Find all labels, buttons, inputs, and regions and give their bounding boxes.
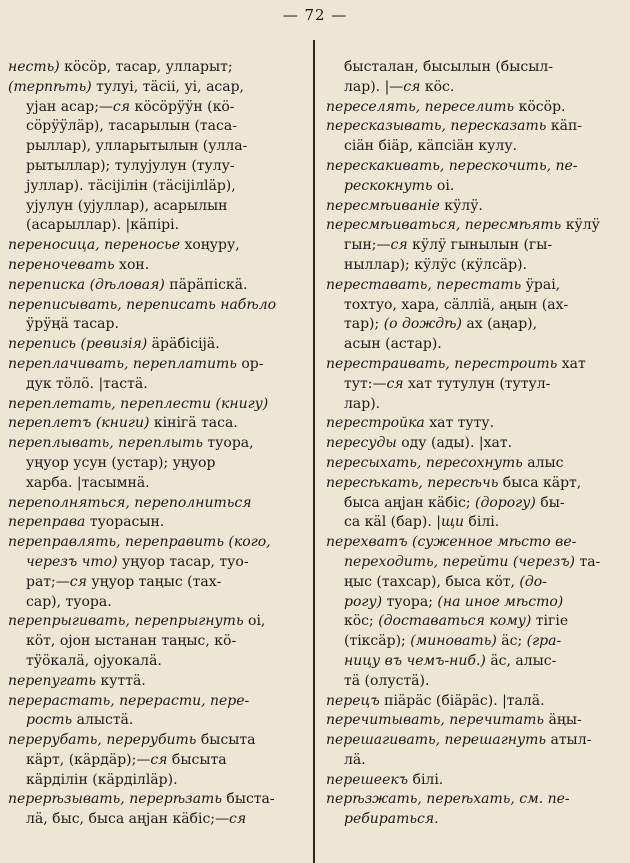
dictionary-line: [8, 711, 304, 731]
headword-text: перѣзжать, переѣхать, см. пе-: [326, 791, 570, 808]
headword-text: (до-: [519, 573, 547, 590]
translation-text: та-: [575, 553, 601, 570]
translation-text: уjулун (уjуллар), асарылын: [26, 197, 228, 214]
dictionary-line: [8, 672, 304, 692]
column-divider: [313, 40, 315, 863]
dictionary-line: [326, 652, 624, 672]
dictionary-line: [326, 692, 624, 712]
headword-text: перешагивать, перешагнуть: [326, 732, 547, 749]
translation-text: са кäl (бар). |: [344, 514, 441, 531]
translation-text: лä, быс, быса аңjан кäбiс;—: [26, 811, 230, 828]
dictionary-line: [8, 612, 304, 632]
dictionary-line: [8, 216, 304, 236]
translation-text: лä.: [344, 751, 366, 768]
dictionary-line: [326, 296, 624, 316]
translation-text: туора;: [382, 593, 438, 610]
headword-text: рость: [26, 712, 73, 729]
dictionary-line: [326, 790, 624, 810]
dictionary-line: [8, 593, 304, 613]
dictionary-line: [8, 177, 304, 197]
translation-text: хат: [557, 355, 586, 372]
headword-text: пересказывать, пересказать: [326, 118, 547, 135]
dictionary-line: [8, 78, 304, 98]
translation-text: быстaлан, бысылын (бысыл-: [344, 59, 553, 75]
dictionary-line: [326, 375, 624, 395]
translation-text: тiгiе: [531, 613, 569, 630]
headword-text: перескакивать, перескочить, пе-: [326, 157, 578, 174]
translation-text: кӱлӱ.: [439, 197, 483, 214]
dictionary-line: [8, 692, 304, 712]
translation-text: бiлi.: [463, 514, 500, 531]
headword-text: переписывать, переписать набѣло: [8, 296, 277, 313]
translation-text: ӱрӱңä тасар.: [26, 316, 119, 333]
translation-text: тут:—: [344, 375, 387, 392]
headword-text: переправлять, переправить (кого,: [8, 534, 271, 551]
dictionary-line: [326, 474, 624, 494]
dictionary-line: [326, 78, 624, 98]
headword-text: ся: [112, 98, 131, 115]
translation-text: хон.: [114, 256, 150, 273]
headword-text: ницу въ чемъ-ниб.): [344, 652, 486, 669]
headword-text: пересѣкать, пересѣчь: [326, 474, 499, 491]
dictionary-line: [8, 58, 304, 78]
dictionary-line: [8, 513, 304, 533]
translation-text: гын;—: [344, 237, 391, 254]
translation-text: рыллар), уллaрытылын (улла-: [26, 138, 248, 155]
translation-text: кäрт, (кäрдäр);—: [26, 751, 151, 768]
headword-text: переписка (дѣловая): [8, 276, 165, 293]
headword-text: переселять, переселить: [326, 98, 515, 115]
headword-text: пересыхать, пересохнуть: [326, 454, 523, 471]
translation-text: äрäбiсiјä.: [147, 336, 220, 353]
translation-text: харба. |тасымнä.: [26, 474, 150, 491]
dictionary-line: [8, 197, 304, 217]
dictionary-line: [8, 434, 304, 454]
translation-text: äңы-: [544, 712, 582, 729]
translation-text: тар);: [344, 316, 384, 333]
dictionary-line: [326, 553, 624, 573]
translation-text: кӧсӧрӱӱн (кӧ-: [130, 98, 235, 115]
headword-text: щи: [440, 514, 464, 531]
translation-text: быса кäрт,: [498, 474, 582, 491]
dictionary-line: [326, 117, 624, 137]
dictionary-line: [326, 58, 624, 78]
headword-text: рескокнуть: [344, 177, 433, 194]
translation-text: кӧс.: [420, 78, 455, 95]
dictionary-line: [326, 731, 624, 751]
translation-text: кӧс;: [344, 613, 379, 630]
dictionary-line: [326, 414, 624, 434]
translation-text: алыстä.: [72, 712, 134, 729]
headword-text: переполняться, переполниться: [8, 494, 252, 511]
headword-text: (доставаться кому): [378, 613, 532, 630]
dictionary-line: [326, 177, 624, 197]
dictionary-line: [326, 236, 624, 256]
dictionary-line: [8, 296, 304, 316]
dictionary-line: [8, 553, 304, 573]
translation-text: бы-: [535, 494, 565, 511]
dictionary-line: [8, 494, 304, 514]
headword-text: переносица, переносье: [8, 237, 181, 254]
headword-text: (миновать): [410, 633, 497, 650]
headword-text: переплывать, переплыть: [8, 435, 203, 452]
dictionary-line: [8, 771, 304, 791]
headword-text: ся: [150, 751, 168, 768]
dictionary-line: [326, 98, 624, 118]
headword-text: ся: [386, 375, 404, 392]
translation-text: äс;: [496, 633, 527, 650]
translation-text: туорасын.: [85, 514, 165, 531]
translation-text: рытыллар); тулуjулун (тулу-: [26, 157, 235, 174]
translation-text: кӱлӱ гынылын (гы-: [407, 237, 553, 254]
translation-text: алыс: [522, 454, 564, 471]
translation-text: уңуор таңыс (тах-: [86, 573, 222, 590]
dictionary-line: [326, 632, 624, 652]
translation-text: лар). |—: [344, 78, 404, 95]
translation-text: бысыта: [167, 751, 227, 768]
dictionary-line: [326, 216, 624, 236]
dictionary-line: [8, 731, 304, 751]
headword-text: черезъ что): [26, 553, 118, 570]
dictionary-line: [8, 454, 304, 474]
translation-text: лар).: [344, 395, 381, 412]
dictionary-line: [326, 395, 624, 415]
dictionary-line: [8, 256, 304, 276]
dictionary-line: [8, 395, 304, 415]
dictionary-line: [8, 157, 304, 177]
dictionary-line: [8, 355, 304, 375]
dictionary-line: [326, 533, 624, 553]
dictionary-line: [326, 276, 624, 296]
headword-text: перецъ: [326, 692, 380, 709]
headword-text: ребираться.: [344, 811, 439, 828]
translation-text: быста-: [221, 791, 275, 808]
headword-text: пересуды: [326, 435, 397, 452]
translation-text: кӧт, оjон ыстанан таңыс, кӧ-: [26, 633, 237, 650]
headword-text: переплетъ (книги): [8, 415, 150, 432]
translation-text: ңыс (тахсар), быса кӧт,: [344, 573, 520, 590]
page-number: — 72 —: [282, 6, 348, 24]
dictionary-line: [326, 137, 624, 157]
translation-text: оi.: [432, 177, 455, 194]
translation-text: пiäрäс (бiäрäс). |талä.: [379, 692, 545, 709]
translation-text: хоңуру,: [180, 237, 240, 254]
dictionary-line: [326, 315, 624, 335]
headword-text: перепрыгивать, перепрыгнуть: [8, 613, 244, 630]
translation-text: сӧрӱӱлäр), тасaрылын (таса-: [26, 118, 237, 135]
dictionary-line: [8, 375, 304, 395]
translation-text: уңуор тасар, туо-: [117, 553, 249, 570]
dictionary-line: [8, 414, 304, 434]
dictionary-line: [8, 790, 304, 810]
dictionary-line: [326, 573, 624, 593]
translation-text: äс, алыс-: [485, 652, 557, 669]
translation-text: бiлi.: [408, 771, 444, 788]
headword-text: ся: [403, 78, 421, 95]
headword-text: (гра-: [526, 633, 562, 650]
headword-text: перестраивать, перестроить: [326, 355, 558, 372]
headword-text: перестройка: [326, 415, 425, 432]
translation-text: кӧсӧр.: [514, 98, 566, 115]
dictionary-line: [326, 751, 624, 771]
headword-text: перечитывать, перечитать: [326, 712, 545, 729]
translation-text: бысыта: [196, 732, 256, 749]
headword-text: перехватъ (суженное мѣсто ве-: [326, 534, 577, 551]
dictionary-line: [8, 315, 304, 335]
headword-text: перерѣзывать, перерѣзать: [8, 791, 222, 808]
translation-text: уjан асар;—: [26, 98, 113, 115]
dictionary-line: [8, 474, 304, 494]
translation-text: хат туту.: [424, 415, 495, 432]
dictionary-line: [326, 513, 624, 533]
translation-text: оду (ады). |хат.: [396, 435, 513, 452]
dictionary-line: [8, 137, 304, 157]
translation-text: пäрäпiскä.: [164, 276, 248, 293]
dictionary-line: [8, 751, 304, 771]
dictionary-line: [326, 494, 624, 514]
right-column: [326, 58, 624, 857]
translation-text: кäрдiлiн (кäрдiлläр).: [26, 771, 178, 788]
translation-text: jуллар). тäсіjілін (тäсіjілläр),: [26, 177, 236, 194]
headword-text: пересмѣиваться, пересмѣять: [326, 217, 562, 234]
headword-text: переночевать: [8, 256, 115, 273]
translation-text: кäп-: [546, 118, 583, 135]
headword-text: (на иное мѣсто): [437, 593, 564, 610]
headword-text: перерастать, перерасти, пере-: [8, 692, 250, 709]
dictionary-line: [8, 533, 304, 553]
translation-text: уңуор усун (устар); уңуор: [26, 454, 216, 471]
left-column: [8, 58, 304, 857]
translation-text: асын (астар).: [344, 336, 442, 353]
translation-text: (асарыллар). |кäпiрi.: [26, 217, 180, 234]
translation-text: кӧсӧр, тасар, уллaрыт;: [59, 59, 233, 75]
headword-text: переходить, перейти (черезъ): [344, 553, 575, 570]
dictionary-line: [326, 612, 624, 632]
translation-text: тӱӧкалä, оjуокалä.: [26, 652, 162, 669]
translation-text: тä (олустä).: [344, 672, 430, 689]
headword-text: переправа: [8, 514, 86, 531]
translation-text: тохтуо, хара, сäлліä, аңын (ах-: [344, 296, 569, 313]
translation-text: (тiксäр);: [344, 633, 411, 650]
translation-text: куттä.: [96, 672, 146, 689]
headword-text: ся: [229, 811, 247, 828]
headword-text: ся: [69, 573, 87, 590]
dictionary-line: [8, 632, 304, 652]
headword-text: ся: [390, 237, 408, 254]
translation-text: рат;—: [26, 573, 70, 590]
translation-text: тулуі, тäсіі, уі, асар,: [91, 78, 245, 95]
dictionary-line: [8, 276, 304, 296]
dictionary-line: [326, 711, 624, 731]
headword-text: перерубать, перерубить: [8, 732, 197, 749]
dictionary-line: [8, 652, 304, 672]
translation-text: ор-: [236, 355, 264, 372]
dictionary-line: [8, 117, 304, 137]
dictionary-line: [8, 98, 304, 118]
headword-text: переставать, перестать: [326, 276, 522, 293]
translation-text: туора,: [202, 435, 254, 452]
dictionary-line: [326, 434, 624, 454]
dictionary-line: [326, 771, 624, 791]
headword-text: (о дождѣ): [383, 316, 462, 333]
headword-text: переплачивать, переплатить: [8, 355, 237, 372]
headword-text: рогу): [344, 593, 383, 610]
dictionary-line: [326, 335, 624, 355]
dictionary-line: [326, 197, 624, 217]
translation-text: сiäн бiäр, кäпсiäн кулу.: [344, 138, 518, 155]
headword-text: переплетать, переплести (книгу): [8, 395, 269, 412]
dictionary-line: [326, 593, 624, 613]
dictionary-line: [326, 810, 624, 830]
headword-text: (терпѣть): [8, 78, 92, 95]
dictionary-line: [326, 157, 624, 177]
translation-text: атыл-: [546, 732, 592, 749]
translation-text: ныллар); кӱлӱс (кӱлсäр).: [344, 256, 528, 273]
dictionary-line: [8, 810, 304, 830]
dictionary-line: [326, 454, 624, 474]
dictionary-line: [326, 672, 624, 692]
headword-text: перепись (ревизія): [8, 336, 148, 353]
headword-text: (дорогу): [475, 494, 536, 511]
translation-text: дук тӧлӧ. |тастä.: [26, 375, 148, 392]
dictionary-line: [8, 573, 304, 593]
translation-text: ах (аңар),: [461, 316, 538, 333]
translation-text: ӱраі,: [521, 276, 561, 293]
headword-text: пересмѣиваніе: [326, 197, 440, 214]
headword-text: перепугать: [8, 672, 97, 689]
dictionary-line: [8, 335, 304, 355]
translation-text: оi,: [243, 613, 266, 630]
dictionary-line: [326, 256, 624, 276]
headword-text: перешеекъ: [326, 771, 409, 788]
translation-text: хат тутулун (тутул-: [403, 375, 551, 392]
translation-text: сар), туора.: [26, 593, 112, 610]
dictionary-line: [326, 355, 624, 375]
headword-text: несть): [8, 59, 60, 75]
dictionary-line: [8, 236, 304, 256]
translation-text: кiнiгä таса.: [149, 415, 238, 432]
translation-text: быса аңjан кäбiс;: [344, 494, 476, 511]
translation-text: кӱлӱ: [561, 217, 600, 234]
